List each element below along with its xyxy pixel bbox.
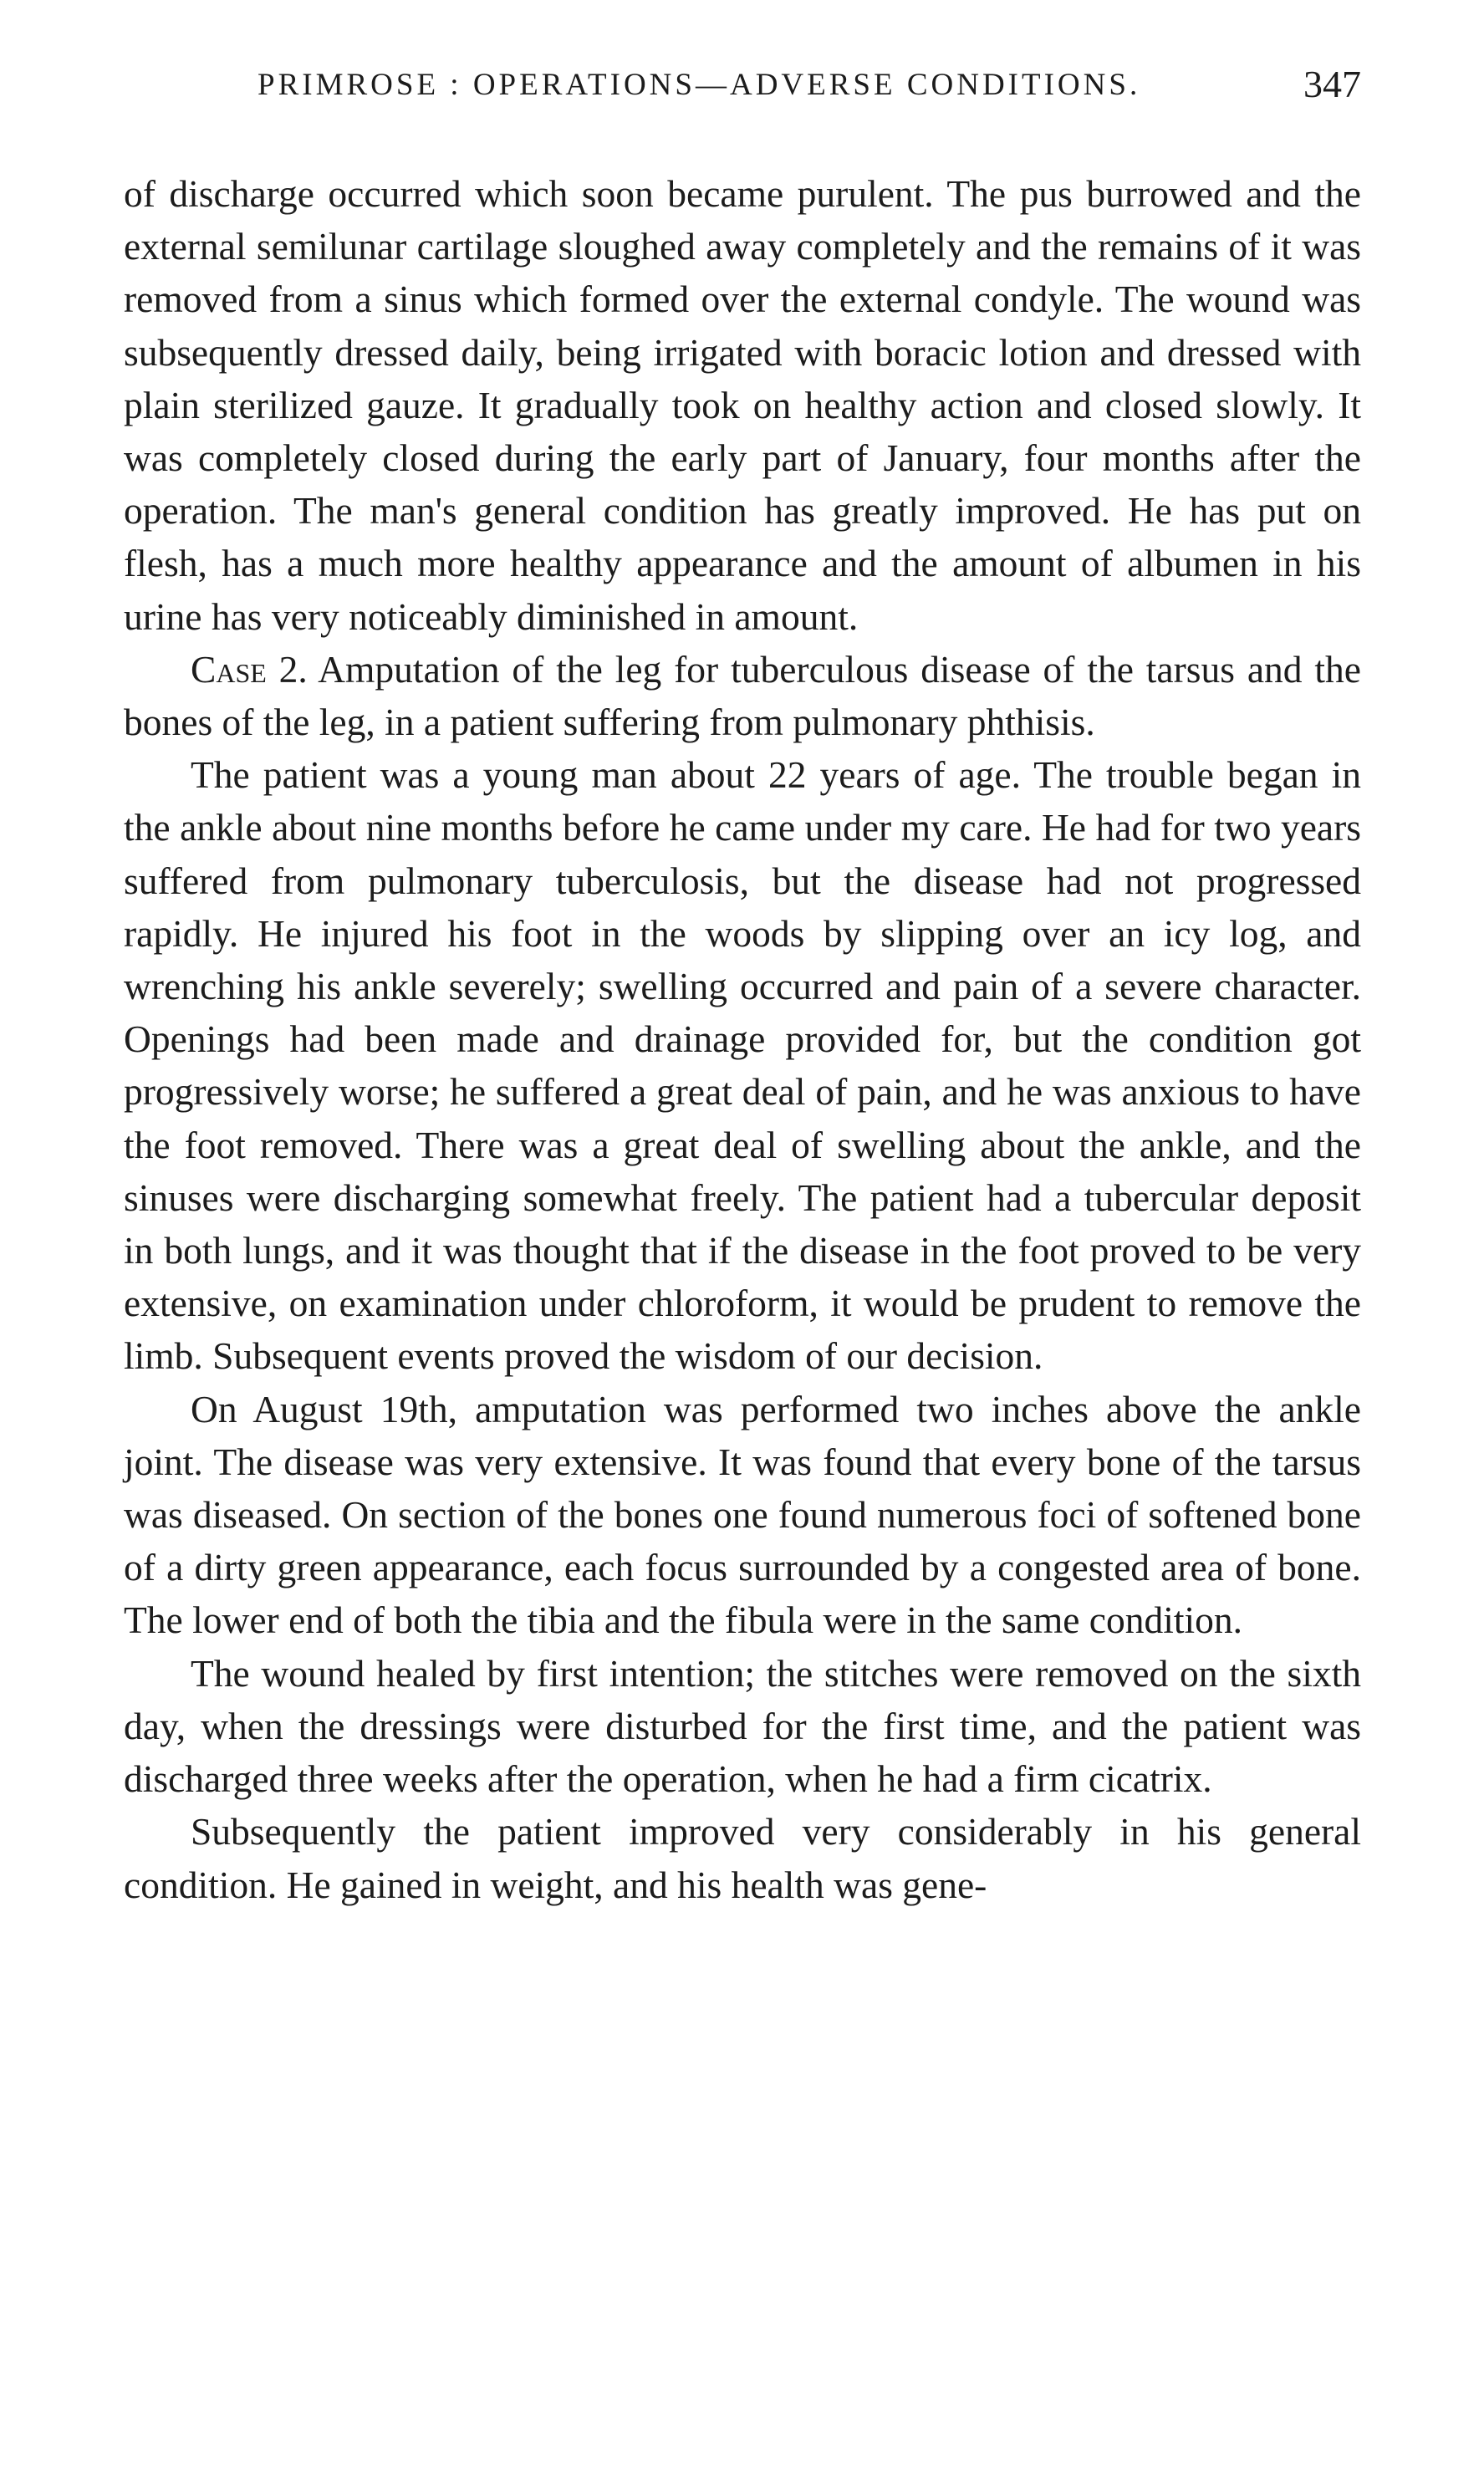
body-text: [124, 167, 1361, 1911]
paragraph-healing: The wound healed by first intention; the stitches were removed on the sixth day, when the dressings were disturbed for the first time, and the patient was discharged three weeks after the operation, when he had a firm cicatrix.: [124, 1651, 1361, 1801]
case-label: Case 2.: [191, 647, 308, 691]
running-header: [124, 50, 1361, 117]
running-title: PRIMROSE : OPERATIONS—ADVERSE CONDITIONS.: [258, 68, 1141, 102]
paragraph-operation: On August 19th, amputation was performed two inches above the ankle joint. The disease was very extensive. It was found that every bone of the tarsus was diseased. On section of the bones one found numerous foci of softened bone of a dirty green appearance, each focus surrounded by a congested area of bone. The lower end of both the tibia and the fibula were in the same condition.: [124, 1387, 1361, 1642]
book-page: [124, 50, 1361, 1911]
paragraph-outcome: Subsequently the patient improved very considerably in his general condition. He gained in weight, and his health was gene-: [124, 1810, 1361, 1906]
paragraph-case-heading: [124, 643, 1361, 748]
paragraph-continuation: of discharge occurred which soon became purulent. The pus burrowed and the external semilunar cartilage sloughed away completely and the remains of it was removed from a sinus which formed over the external condyle. The wound was subsequently dressed daily, being irrigated with boracic lotion and dressed with plain sterilized gauze. It gradually took on healthy action and closed slowly. It was completely closed during the early part of January, four months after the operation. The man's general condition has greatly improved. He has put on flesh, has a much more healthy appearance and the amount of albumen in his urine has very noticeably diminished in amount.: [124, 172, 1361, 638]
case-description: Amputation of the leg for tuberculous disease of the tarsus and the bones of the leg, in a patient suffering from pulmonary phthisis.: [124, 647, 1361, 744]
paragraph-history: The patient was a young man about 22 years of age. The trouble began in the ankle about nine months before he came under my care. He had for two years suffered from pulmonary tuberculosis, but the disease had not progressed rapidly. He injured his foot in the woods by slipping over an icy log, and wrenching his ankle severely; swelling occurred and pain of a severe character. Openings had been made and drainage provided for, but the condition got progressively worse; he suffered a great deal of pain, and he was anxious to have the foot removed. There was a great deal of swelling about the ankle, and the sinuses were discharging somewhat freely. The patient had a tubercular deposit in both lungs, and it was thought that if the disease in the foot proved to be very extensive, on examination under chloroform, it would be prudent to remove the limb. Subsequent events proved the wisdom of our decision.: [124, 753, 1361, 1378]
page-number: 347: [1303, 63, 1361, 105]
